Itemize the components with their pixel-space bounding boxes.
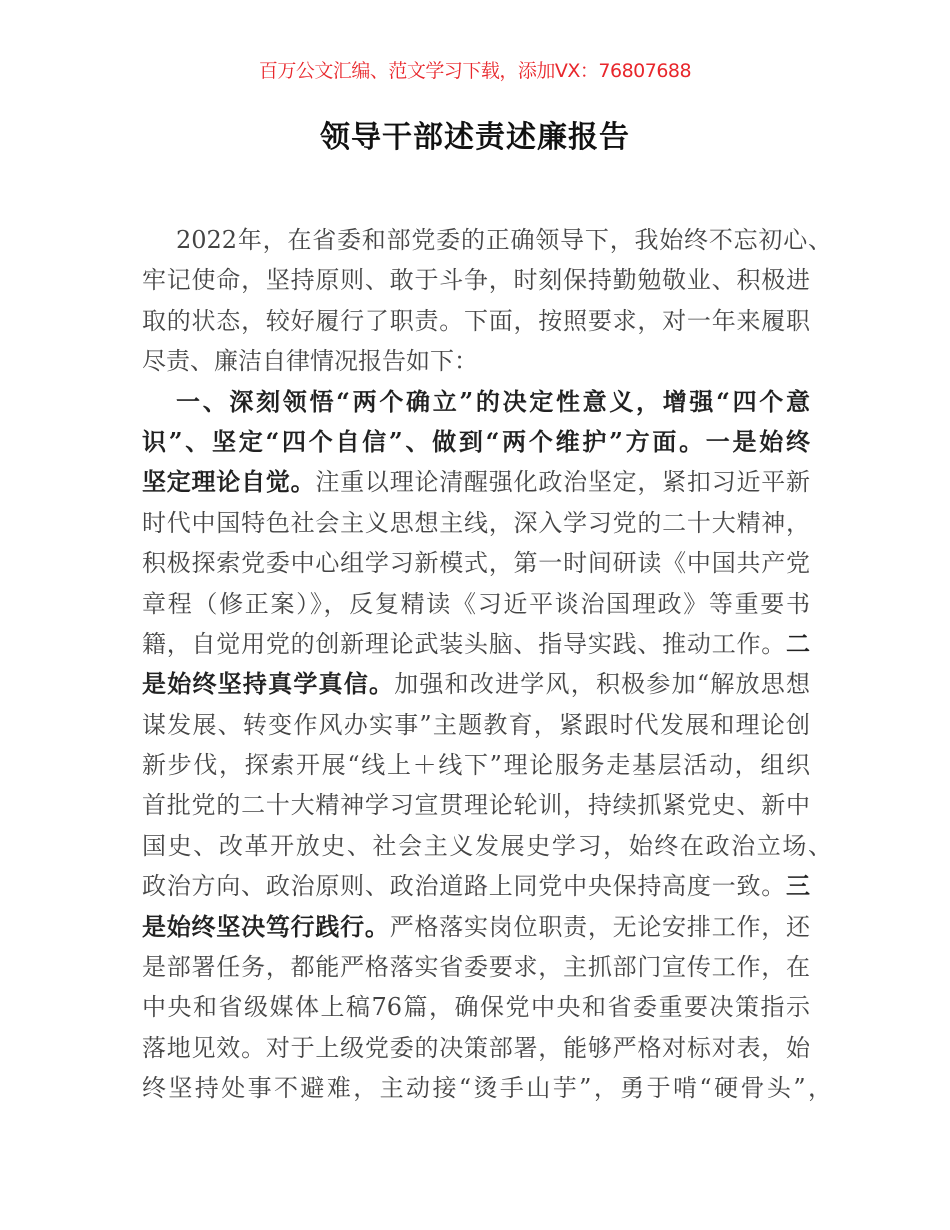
bold-text: 坚定理论自觉。 bbox=[142, 467, 316, 497]
body-text: 中央和省级媒体上稿76篇，确保党中央和省委重要决策指示 bbox=[142, 993, 810, 1022]
paragraph-line bbox=[142, 624, 810, 664]
paragraph-line bbox=[142, 947, 810, 987]
body-text: 落地见效。对于上级党委的决策部署，能够严格对标对表，始 bbox=[142, 1033, 810, 1062]
body-text: 注重以理论清醒强化政治坚定，紧扣习近平新 bbox=[315, 468, 811, 497]
paragraph-line bbox=[142, 422, 810, 462]
body-text: 政治方向、政治原则、政治道路上同党中央保持高度一致。 bbox=[142, 872, 786, 901]
body-text: 终坚持处事不避难，主动接“烫手山芋”，勇于啃“硬骨头”， bbox=[142, 1074, 832, 1103]
document-body bbox=[142, 220, 832, 1109]
paragraph-line bbox=[142, 987, 810, 1027]
body-text: 尽责、廉洁自律情况报告如下： bbox=[142, 347, 478, 376]
bold-text: 二 bbox=[786, 628, 810, 658]
body-text: 时代中国特色社会主义思想主线，深入学习党的二十大精神， bbox=[142, 508, 810, 537]
paragraph-line bbox=[142, 543, 810, 583]
body-text: 加强和改进学风，积极参加“解放思想 bbox=[394, 670, 810, 699]
paragraph-line bbox=[142, 866, 810, 906]
body-text: 籍，自觉用党的创新理论武装头脑、指导实践、推动工作。 bbox=[142, 629, 786, 658]
bold-text: 是始终坚持真学真信。 bbox=[142, 669, 395, 699]
paragraph-line bbox=[142, 584, 810, 624]
body-text: 是部署任务，都能严格落实省委要求，主抓部门宣传工作，在 bbox=[142, 953, 810, 982]
paragraph-line bbox=[142, 462, 810, 502]
body-text: 积极探索党委中心组学习新模式，第一时间研读《中国共产党 bbox=[142, 549, 810, 578]
paragraph-line bbox=[142, 382, 810, 422]
bold-text: 是始终坚决笃行践行。 bbox=[142, 911, 390, 941]
document-title: 领导干部述责述廉报告 bbox=[320, 120, 630, 155]
paragraph-line bbox=[142, 220, 832, 260]
paragraph-line bbox=[142, 1068, 832, 1108]
paragraph-line bbox=[142, 341, 810, 381]
watermark-banner: 百万公文汇编、范文学习下载，添加VX：76807688 bbox=[258, 60, 692, 82]
bold-text: 一、深刻领悟“两个确立”的决定性意义，增强“四个意 bbox=[176, 386, 810, 416]
paragraph-line bbox=[142, 826, 832, 866]
bold-text: 识”、坚定“四个自信”、做到“两个维护”方面。一是始终 bbox=[142, 426, 810, 456]
body-text: 严格落实岗位职责，无论安排工作，还 bbox=[389, 912, 811, 941]
paragraph-line bbox=[142, 260, 810, 300]
paragraph-line bbox=[142, 785, 810, 825]
bold-text: 三 bbox=[786, 871, 810, 901]
paragraph-line bbox=[142, 745, 810, 785]
paragraph-line bbox=[142, 705, 810, 745]
body-text: 国史、改革开放史、社会主义发展史学习，始终在政治立场、 bbox=[142, 831, 832, 860]
body-text: 2022年，在省委和部党委的正确领导下，我始终不忘初心、 bbox=[176, 226, 832, 254]
paragraph-line bbox=[142, 907, 810, 947]
body-text: 取的状态，较好履行了职责。下面，按照要求，对一年来履职 bbox=[142, 306, 810, 335]
body-text: 谋发展、转变作风办实事”主题教育，紧跟时代发展和理论创 bbox=[142, 710, 810, 739]
paragraph-line bbox=[142, 301, 810, 341]
body-text: 首批党的二十大精神学习宣贯理论轮训，持续抓紧党史、新中 bbox=[142, 791, 810, 820]
body-text: 牢记使命，坚持原则、敢于斗争，时刻保持勤勉敬业、积极进 bbox=[142, 266, 810, 295]
body-text: 新步伐，探索开展“线上＋线下”理论服务走基层活动，组织 bbox=[142, 751, 810, 780]
paragraph-line bbox=[142, 503, 810, 543]
paragraph-line bbox=[142, 664, 810, 704]
paragraph-line bbox=[142, 1028, 810, 1068]
body-text: 章程（修正案）》，反复精读《习近平谈治国理政》等重要书 bbox=[142, 589, 810, 618]
